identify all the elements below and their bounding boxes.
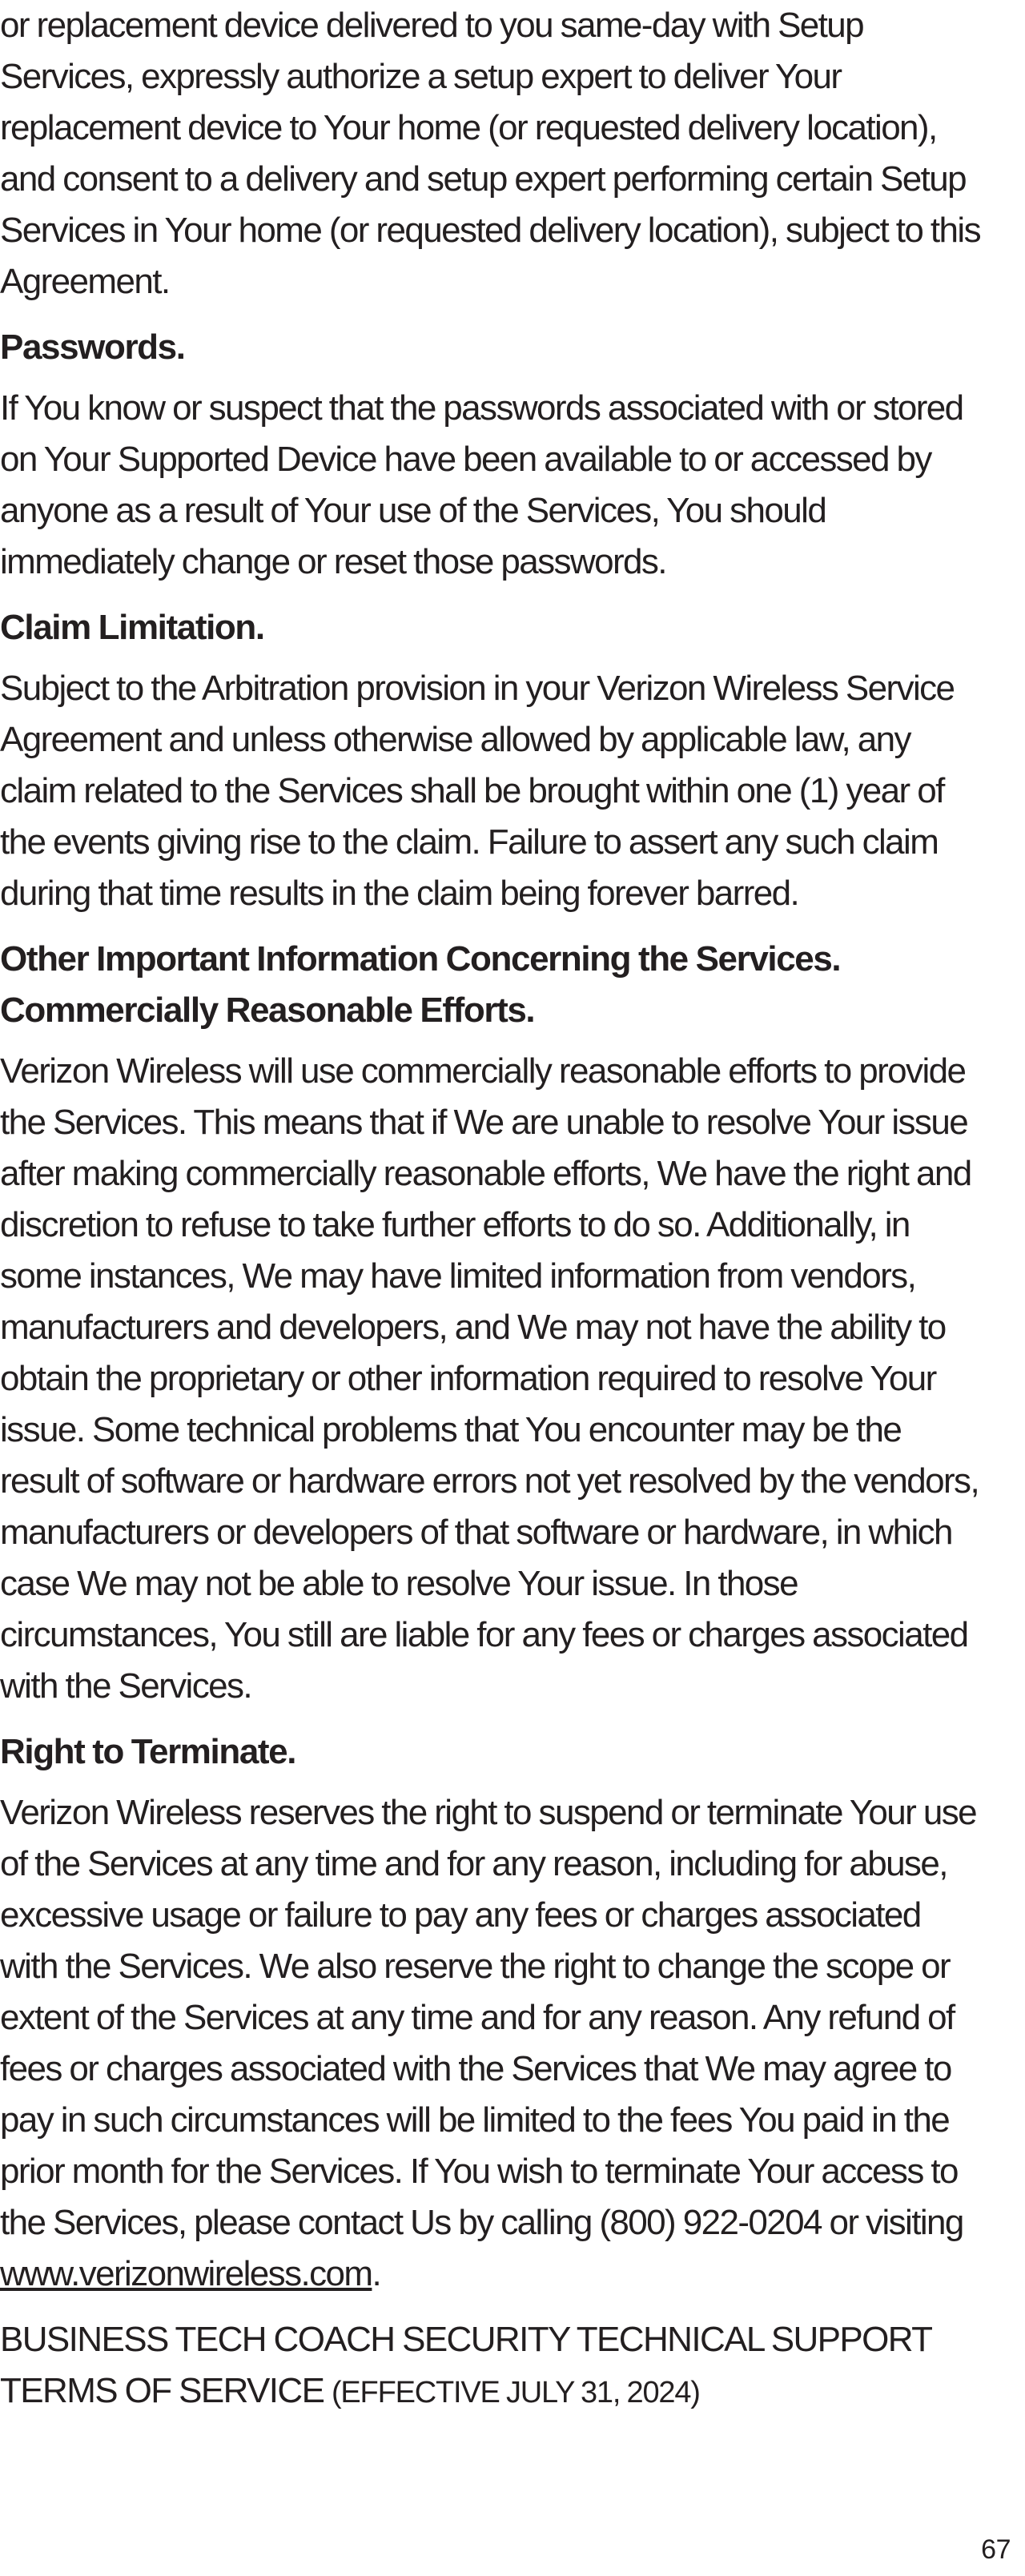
section-body-right-to-terminate — [0, 1787, 985, 2300]
terminate-body-text: Verizon Wireless reserves the right to suspend or terminate Your use of the Services at any time and for any reason, including for abuse, excessive usage or failure to pay any fees or charges associated with the Services. We also reserve the right to change the scope or extent of the Services at any time and for any reason. Any refund of fees or charges associated with the Services that We may agree to pay in such circumstances will be limited to the fees You paid in the prior month for the Services. If You wish to terminate Your access to the Services, please contact Us by calling (800) 922-0204 or visiting — [0, 1793, 976, 2242]
intro-paragraph: or replacement device delivered to you same-day with Setup Services, expressly authorize a setup expert to deliver Your replacement device to Your home (or requested delivery location), and consent to a delivery and setup expert performing certain Setup Services in Your home (or requested delivery location), subject to this Agreement. — [0, 6, 980, 301]
section-heading-right-to-terminate: Right to Terminate. — [0, 1732, 296, 1771]
section-body-claim-limitation: Subject to the Arbitration provision in your Verizon Wireless Service Agreement and unless otherwise allowed by applicable law, any claim related to the Services shall be brought within one (1) year of the events giving rise to the claim. Failure to assert any such claim during that time results in the claim being forever barred. — [0, 669, 955, 913]
terminate-body-end: . — [372, 2254, 381, 2293]
section-heading-passwords: Passwords. — [0, 328, 185, 367]
section-body-commercially-reasonable: Verizon Wireless will use commercially reasonable efforts to provide the Services. This means that if We are unable to resolve Your issue after making commercially reasonable efforts, We have the right and discretion to refuse to take further efforts to do so. Additionally, in some instances, We may have limited information from vendors, manufacturers and developers, and We may not have the ability to obtain the proprietary or other information required to resolve Your issue. Some technical problems that You encounter may be the result of software or hardware errors not yet resolved by the vendors, manufacturers or developers of that software or hardware, in which case We may not be able to resolve Your issue. In those circumstances, You still are liable for any fees or charges associated with the Services. — [0, 1051, 979, 1706]
next-section-title — [0, 2314, 985, 2418]
section-heading-claim-limitation: Claim Limitation. — [0, 608, 264, 647]
next-title-text: BUSINESS TECH COACH SECURITY TECHNICAL SUPPORT TERMS OF SERVICE — [0, 2320, 931, 2410]
verizon-website-link[interactable]: www.verizonwireless.com — [0, 2254, 372, 2293]
page-number: 67 — [981, 2534, 1011, 2565]
section-body-passwords: If You know or suspect that the passwords associated with or stored on Your Supported Device have been available to or accessed by anyone as a result of Your use of the Services, You should immediately change or reset those passwords. — [0, 388, 963, 581]
effective-date: (EFFECTIVE JULY 31, 2024) — [331, 2376, 700, 2409]
section-subheading-commercially-reasonable: Commercially Reasonable Efforts. — [0, 991, 535, 1030]
section-heading-other-information: Other Important Information Concerning the Services. — [0, 939, 841, 979]
